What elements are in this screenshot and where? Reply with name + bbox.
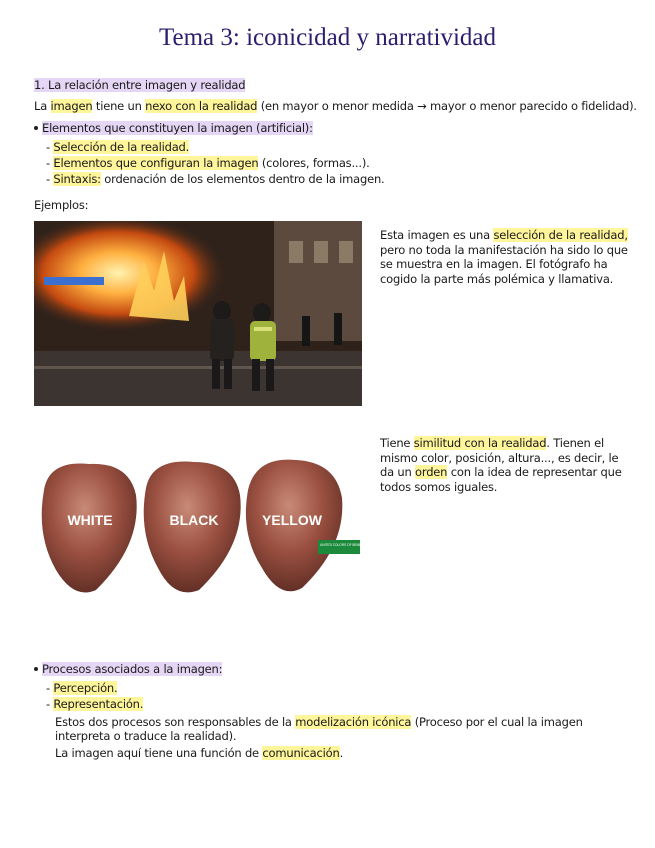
para-text: . Tienen el mismo color, posición, altura..., es decir, le da un <box>380 436 619 479</box>
para-text: pero no toda la manifestación ha sido lo que se muestra en la imagen. El fotógrafo ha cogido la parte más polémica y llamativa. <box>380 242 628 286</box>
list-item-highlight: Selección de la realidad. <box>53 140 190 154</box>
processes-paragraph <box>55 715 615 743</box>
heart-label-white: WHITE <box>67 512 113 528</box>
page-title: Tema 3: iconicidad y narratividad <box>158 24 496 51</box>
processes-heading-text: Procesos asociados a la imagen: <box>42 662 223 676</box>
para-text: Esta imagen es una <box>380 228 494 242</box>
list-item: - Elementos que configuran la imagen (colores, formas...). <box>46 156 370 170</box>
intro-text: La <box>34 99 51 113</box>
example1-text <box>380 228 630 286</box>
list-item-highlight: Percepción. <box>53 681 118 695</box>
highlight-seleccion: selección de la realidad, <box>493 228 628 242</box>
highlight-comunicacion: comunicación <box>262 746 340 760</box>
list-item-highlight: Elementos que configuran la imagen <box>53 156 259 170</box>
list-item: - Selección de la realidad. <box>46 140 190 154</box>
list-item-highlight: Representación. <box>53 697 144 711</box>
para-text: Tiene <box>380 436 414 450</box>
highlight-imagen: imagen <box>50 99 93 113</box>
riot-photo-illustration <box>34 221 362 406</box>
para-text: Estos dos procesos son responsables de la <box>55 715 296 729</box>
function-line <box>55 746 343 760</box>
para-text: La imagen aquí tiene una función de <box>55 746 263 760</box>
intro-text: (en mayor o menor medida → mayor o menor parecido o fidelidad). <box>257 99 637 113</box>
elements-heading-text: Elementos que constituyen la imagen (artificial): <box>42 121 313 135</box>
processes-heading <box>34 662 222 676</box>
list-item-highlight: Sintaxis: <box>53 172 101 186</box>
hearts-illustration <box>34 450 371 600</box>
list-item: - Sintaxis: ordenación de los elementos dentro de la imagen. <box>46 172 385 186</box>
list-item: - Representación. <box>46 697 144 711</box>
para-text: . <box>339 746 344 760</box>
example2-text <box>380 436 630 494</box>
list-item-text: (colores, formas...). <box>258 156 370 170</box>
riot-photo <box>34 221 362 406</box>
highlight-orden: orden <box>415 465 448 479</box>
para-text: con la idea de representar que todos somos iguales. <box>380 465 622 494</box>
examples-label: Ejemplos: <box>34 198 89 212</box>
highlight-similitud: similitud con la realidad <box>413 436 547 450</box>
section-heading <box>34 78 245 92</box>
hearts-image <box>34 450 371 600</box>
highlight-nexo: nexo con la realidad <box>145 99 258 113</box>
highlight-modelizacion: modelización icónica <box>295 715 412 729</box>
bullet-dot <box>34 126 38 130</box>
bullet-dot <box>34 667 38 671</box>
benetton-logo-text: UNITED COLORS OF BENETTON. <box>320 543 371 547</box>
list-item: - Percepción. <box>46 681 118 695</box>
heart-label-black: BLACK <box>169 512 219 528</box>
blue-banner <box>44 277 104 285</box>
section-heading-text: 1. La relación entre imagen y realidad <box>34 78 246 92</box>
para-text: (Proceso por el cual la imagen interpreta o traduce la realidad). <box>55 715 583 743</box>
elements-heading <box>34 121 313 135</box>
intro-text: tiene un <box>92 99 146 113</box>
intro-line <box>34 99 637 113</box>
heart-label-yellow: YELLOW <box>262 512 322 528</box>
list-item-text: ordenación de los elementos dentro de la imagen. <box>100 172 385 186</box>
